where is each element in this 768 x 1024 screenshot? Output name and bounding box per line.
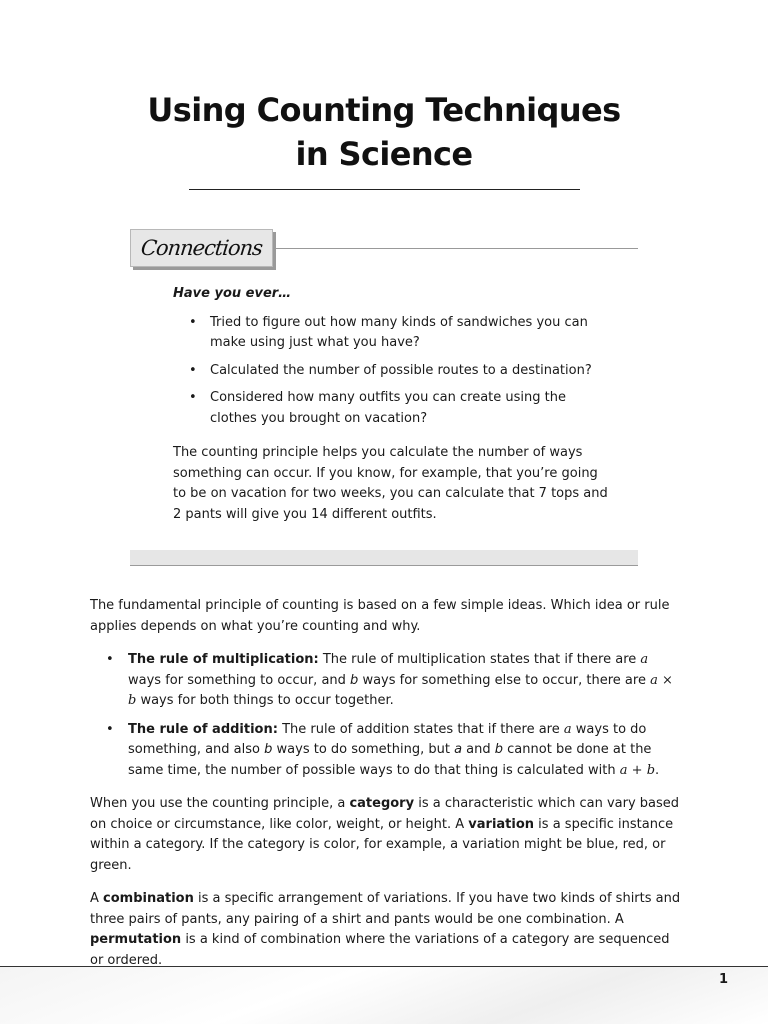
text-run: ways to do something, and also (128, 721, 647, 757)
rule-addition-text (128, 722, 659, 778)
connections-label: Connections (139, 236, 264, 260)
text-run: The rule of multiplication states that if there are (318, 652, 641, 667)
bullet-icon: • (189, 362, 197, 378)
connections-bullet-item (173, 313, 613, 354)
term-category: category (349, 796, 415, 811)
text-run: cannot be done at the same time, the number of possible ways to do that thing is calculated with (128, 742, 652, 778)
connections-bullet-item (173, 388, 613, 429)
rule-multiplication-text (128, 652, 673, 708)
bullet-icon: • (189, 390, 197, 405)
footer-rule (0, 966, 768, 967)
rule-multiplication-item (90, 650, 682, 712)
text-run: ways for something else to occur, there are (358, 672, 651, 688)
category-paragraph (90, 794, 682, 876)
body-intro-paragraph: The fundamental principle of counting is based on a few simple ideas. Which idea or rule applies depends on what you’re counting and why. (90, 598, 670, 634)
page-number: 1 (718, 972, 728, 987)
bullet-icon: • (189, 314, 197, 330)
math-variable: a (619, 762, 628, 778)
connections-intro: Have you ever… (173, 286, 292, 301)
term-permutation: permutation (90, 932, 182, 947)
rule-addition-item (90, 720, 682, 782)
text-run: ways to do something, but (272, 742, 455, 757)
connections-bullet-text: Considered how many outfits you can create using the clothes you brought on vacation? (210, 390, 566, 426)
math-operator: + (627, 762, 647, 778)
connections-content (173, 284, 613, 525)
connections-bullet-text: Calculated the number of possible routes to a destination? (210, 362, 592, 378)
math-operator: × (657, 672, 673, 688)
text-run: A (90, 891, 104, 906)
italic-variable: a (454, 742, 463, 757)
term-variation: variation (468, 816, 535, 832)
text-run: ways for something to occur, and (128, 672, 351, 688)
text-run: is a kind of combination where the variations of a category are sequenced or ordered. (90, 932, 670, 968)
bullet-icon: • (106, 652, 114, 667)
connections-header-rule (276, 248, 638, 249)
text-run: . (655, 762, 660, 778)
text-run: is a specific instance within a category. If the category is color, for example, a variation might be blue, red, or green. (90, 816, 674, 873)
math-variable: b (646, 762, 656, 778)
math-variable: a (640, 652, 649, 667)
math-variable: b (128, 693, 137, 708)
text-run: ways for both things to occur together. (136, 693, 394, 708)
connections-bullet-text: Tried to figure out how many kinds of sandwiches you can make using just what you have? (210, 314, 588, 350)
title-divider (189, 189, 580, 190)
text-run: The rule of addition states that if there are (277, 721, 564, 737)
text-run: is a specific arrangement of variations. If you have two kinds of shirts and three pairs of pants, any pairing of a shirt and pants would be one combination. A (90, 891, 681, 927)
connections-label-box (130, 229, 273, 267)
main-body (90, 596, 682, 984)
italic-variable: b (264, 742, 273, 757)
text-run: and (462, 742, 495, 757)
italic-variable: b (350, 672, 359, 688)
text-run: When you use the counting principle, a (90, 796, 350, 811)
bullet-icon: • (106, 721, 114, 737)
italic-variable: b (494, 742, 504, 757)
footer-background (0, 967, 768, 1024)
rule-multiplication-term: The rule of multiplication: (128, 652, 319, 667)
term-combination: combination (103, 891, 194, 906)
connections-bottom-bar (130, 550, 638, 566)
connections-paragraph: The counting principle helps you calculate the number of ways something can occur. If you know, for example, that you’re going to be on vacation for two weeks, you can calculate that 7 tops and 2 pants will give you 14 different outfits. (173, 445, 608, 522)
math-variable: a (563, 721, 572, 737)
connections-bullet-list (173, 313, 613, 430)
rule-addition-term: The rule of addition: (128, 721, 278, 737)
text-run: is a characteristic which can vary based on choice or circumstance, like color, weight, or height. A (90, 796, 680, 832)
title-line-2: in Science (295, 135, 473, 173)
connections-bullet-item (173, 361, 613, 382)
math-variable: a (650, 672, 658, 688)
title-line-1: Using Counting Techniques (147, 91, 621, 129)
rules-list (90, 650, 682, 781)
page-title (0, 88, 768, 176)
combination-paragraph (90, 889, 682, 971)
